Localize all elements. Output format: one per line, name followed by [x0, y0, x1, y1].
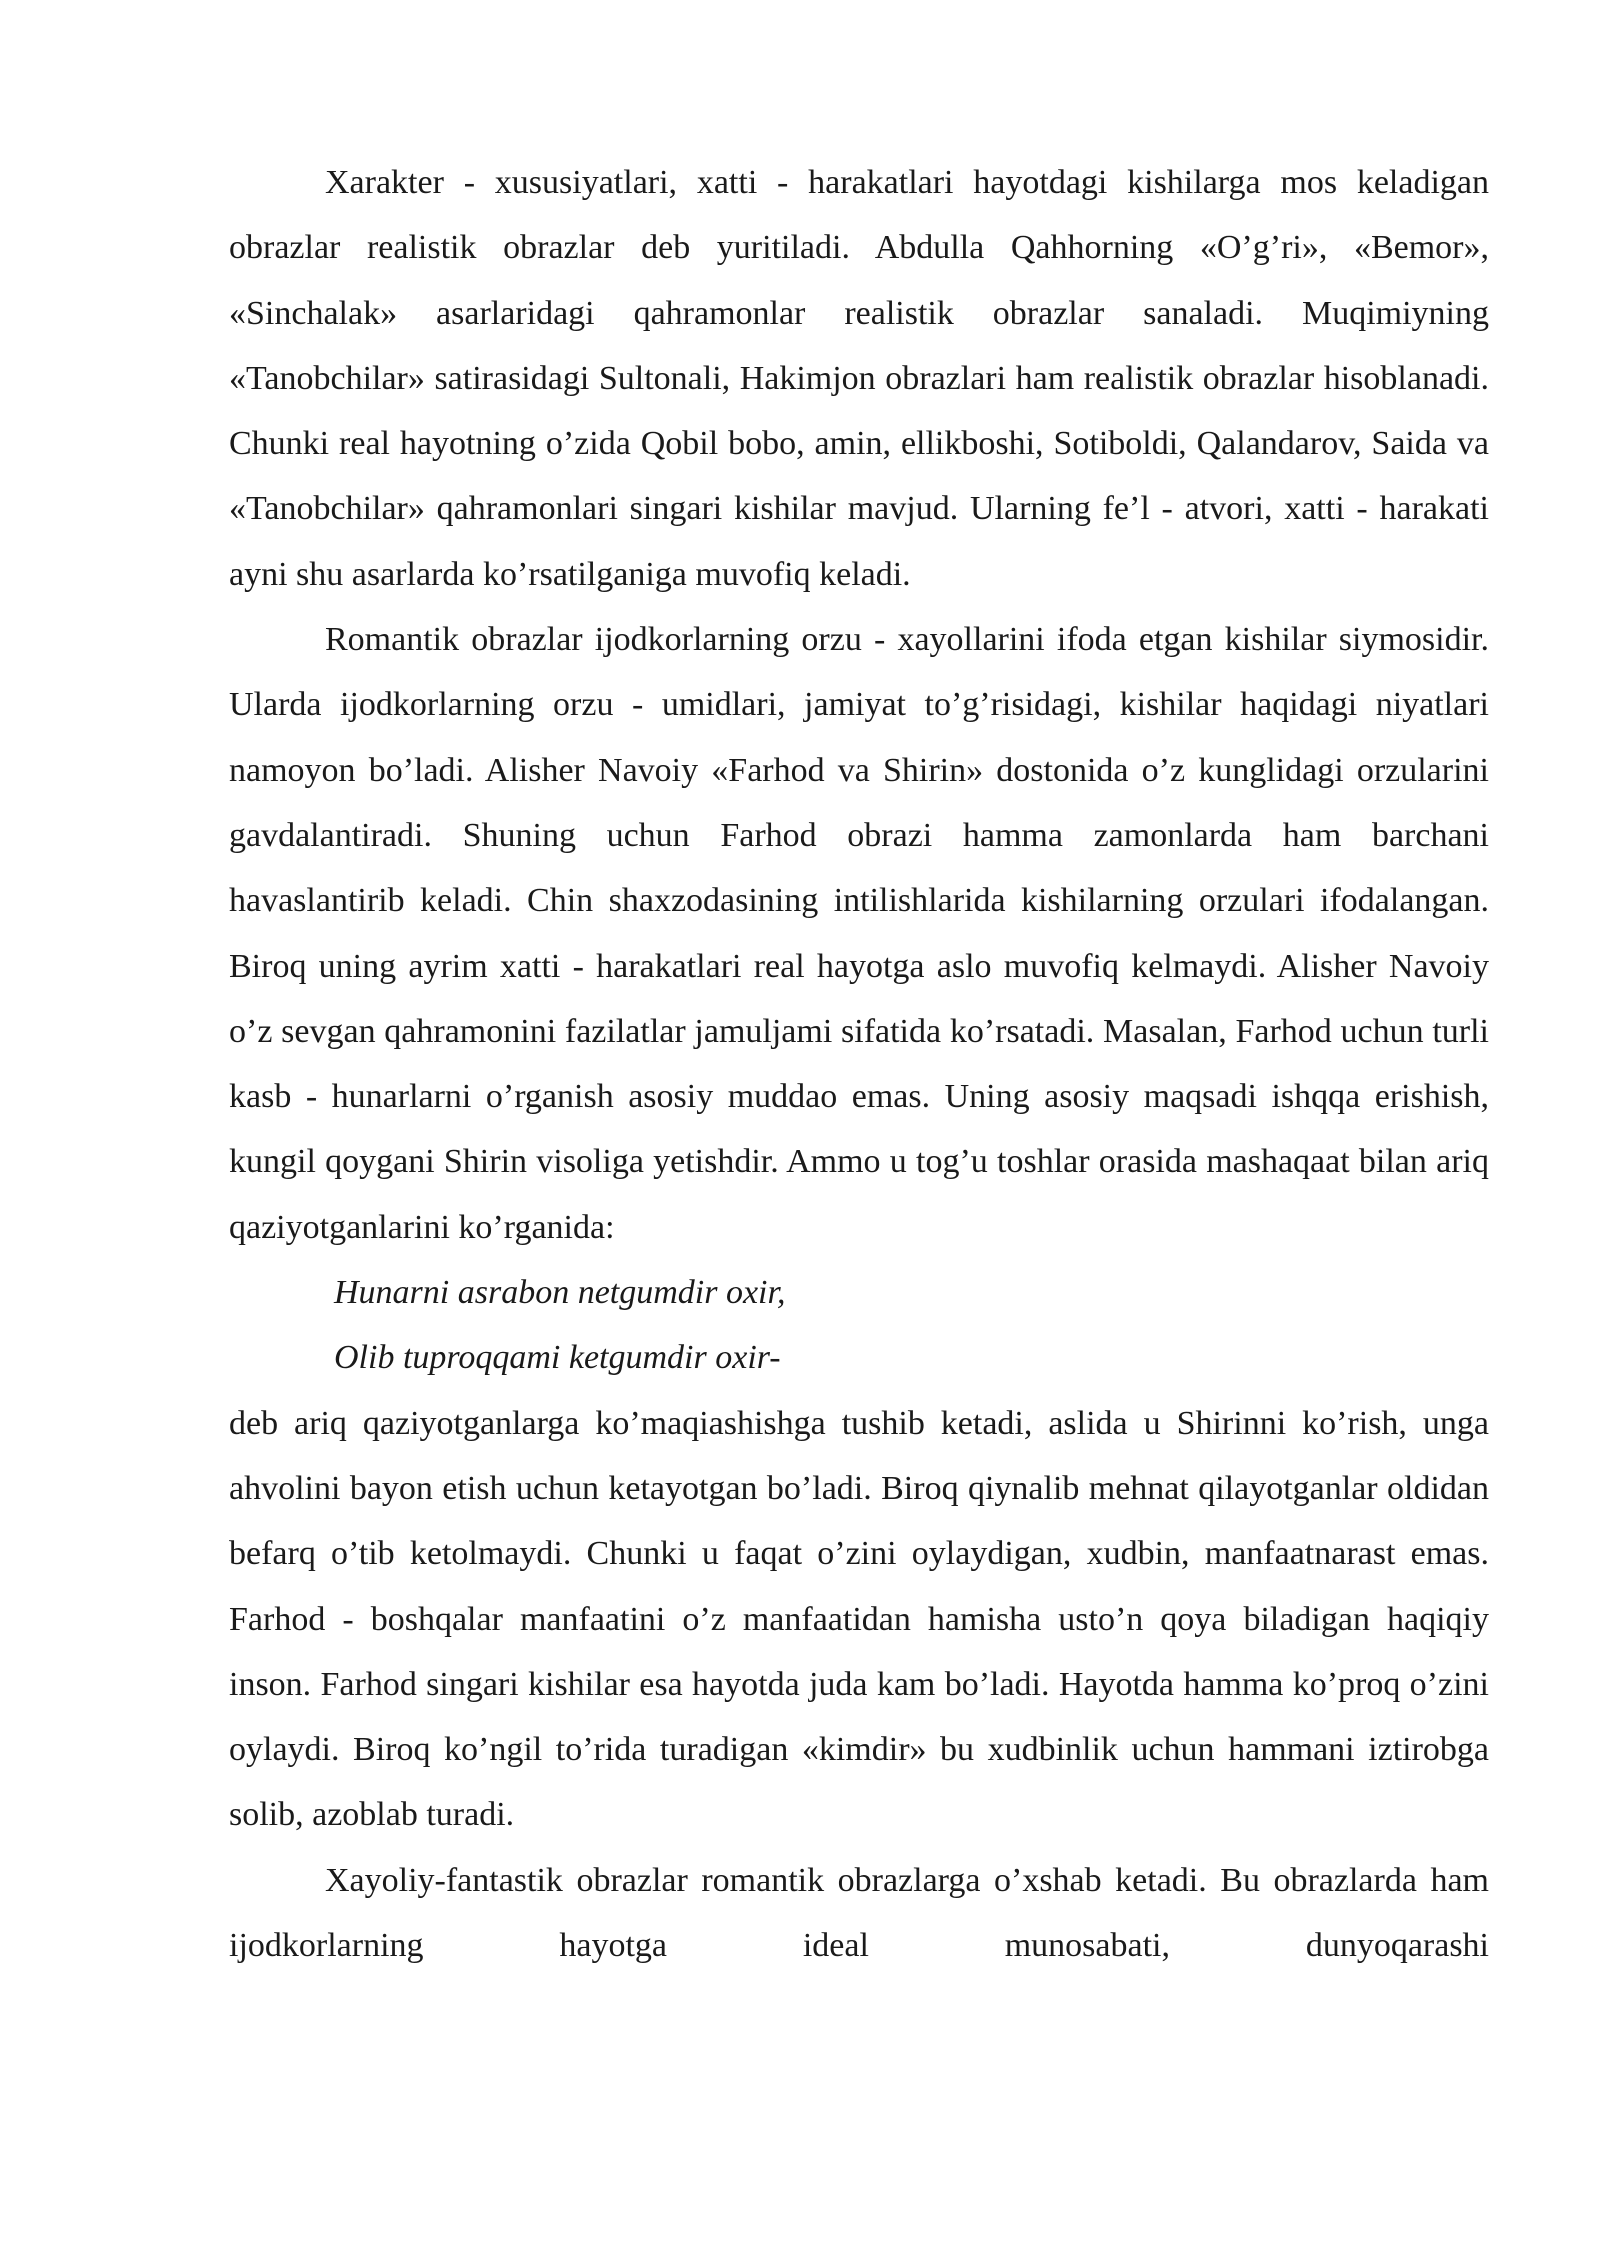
- document-page: [229, 150, 1489, 1978]
- paragraph-romantic-images: Romantik obrazlar ijodkorlarning orzu - xayollarini ifoda etgan kishilar siymosidir. Ularda ijodkorlarning orzu - umidlari, jamiyat to’g’risidagi, kishilar haqidagi niyatlari namoyon bo’ladi. Alisher Navoiy «Farhod va Shirin» dostonida o’z kunglidagi orzularini gavdalantiradi. Shuning uchun Farhod obrazi hamma zamonlarda ham barchani havaslantirib keladi. Chin shaxzodasining intilishlarida kishilarning orzulari ifodalangan. Biroq uning ayrim xatti - harakatlari real hayotga aslo muvofiq kelmaydi. Alisher Navoiy o’z sevgan qahramonini fazilatlar jamuljami sifatida ko’rsatadi. Masalan, Farhod uchun turli kasb - hunarlarni o’rganish asosiy muddao emas. Uning asosiy maqsadi ishqqa erishish, kungil qoygani Shirin visoliga yetishdir. Ammo u tog’u toshlar orasida mashaqaat bilan ariq qaziyotganlarini ko’rganida:: [229, 621, 1489, 1246]
- paragraph-continuation: deb ariq qaziyotganlarga ko’maqiashishga tushib ketadi, aslida u Shirinni ko’rish, unga ahvolini bayon etish uchun ketayotgan bo’ladi. Biroq qiynalib mehnat qilayotganlar oldidan befarq o’tib ketolmaydi. Chunki u faqat o’zini oylaydigan, xudbin, manfaatnarast emas. Farhod - boshqalar manfaatini o’z manfaatidan hamisha usto’n qoya biladigan haqiqiy inson. Farhod singari kishilar esa hayotda juda kam bo’ladi. Hayotda hamma ko’proq o’zini oylaydi. Biroq ko’ngil to’rida turadigan «kimdir» bu xudbinlik uchun hammani iztirobga solib, azoblab turadi.: [229, 1404, 1489, 1834]
- verse-line-1: Hunarni asrabon netgumdir oxir,: [334, 1274, 786, 1312]
- paragraph-realistic-images: Xarakter - xususiyatlari, xatti - harakatlari hayotdagi kishilarga mos keladigan obrazlar realistik obrazlar deb yuritiladi. Abdulla Qahhorning «O’g’ri», «Bemor», «Sinchalak» asarlaridagi qahramonlar realistik obrazlar sanaladi. Muqimiyning «Tanobchilar» satirasidagi Sultonali, Hakimjon obrazlari ham realistik obrazlar hisoblanadi. Chunki real hayotning o’zida Qobil bobo, amin, ellikboshi, Sotiboldi, Qalandarov, Saida va «Tanobchilar» qahramonlari singari kishilar mavjud. Ularning fe’l - atvori, xatti - harakati ayni shu asarlarda ko’rsatilganiga muvofiq keladi.: [229, 164, 1489, 593]
- verse-line-2: Olib tuproqqami ketgumdir oxir-: [334, 1339, 781, 1377]
- paragraph-fantastic-images: Xayoliy-fantastik obrazlar romantik obrazlarga o’xshab ketadi. Bu obrazlarda ham ijodkorlarning hayotga ideal munosabati, dunyoqarashi: [229, 1861, 1489, 1965]
